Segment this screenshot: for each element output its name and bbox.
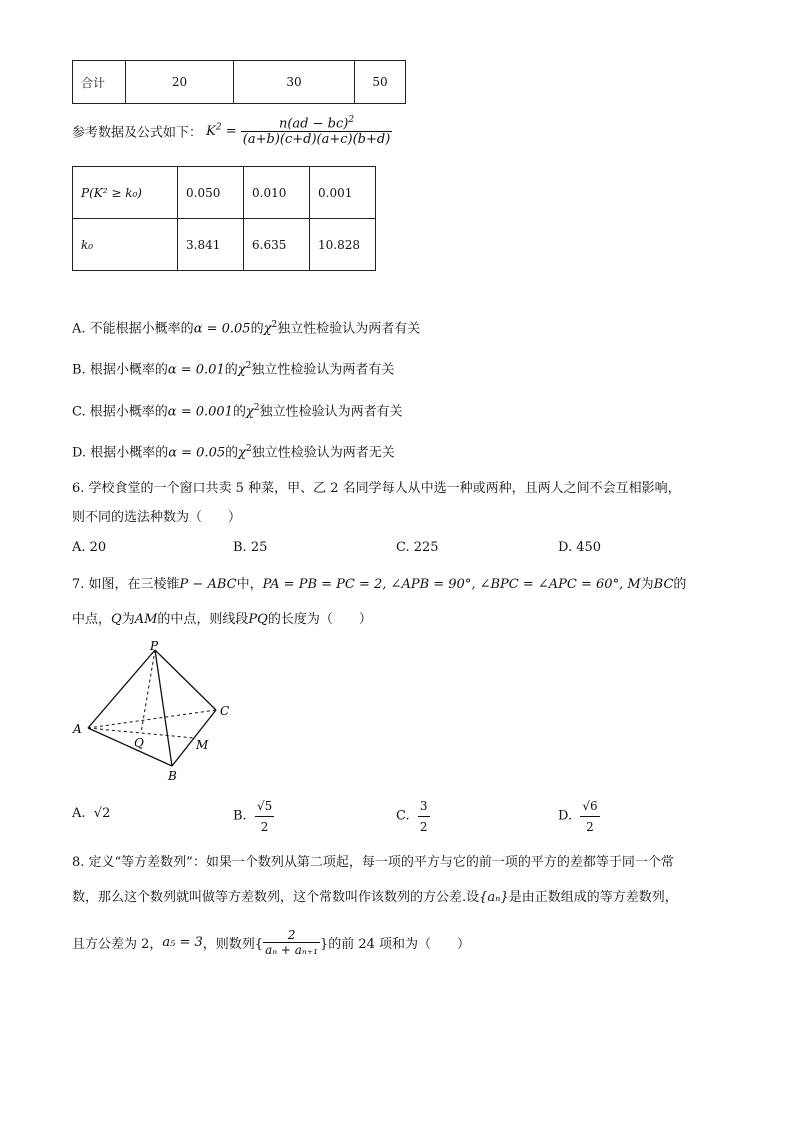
edge-pb [155, 650, 172, 766]
q6-option-d: D. 450 [558, 540, 602, 555]
edge-pa [88, 650, 155, 728]
q6-option-c: C. 225 [396, 540, 439, 555]
tetrahedron-figure [70, 638, 240, 783]
q7-stem-line1: 7. 如图，在三棱锥P − ABC中，PA = PB = PC = 2, ∠APB = 90°, ∠BPC = ∠APC = 60°, M为BC的 [72, 577, 687, 592]
q5-option-b: B. 根据小概率的α = 0.01的$\chi^2$独立性检验认为两者有关 [72, 361, 395, 378]
q5-option-d: D. 根据小概率的α = 0.05的$\chi^2$独立性检验认为两者无关 [72, 444, 395, 461]
edge-pc [155, 650, 216, 710]
ref-head-cell: P(K² ≥ k₀) [73, 167, 178, 219]
ref-cell: 6.635 [244, 219, 310, 271]
q7-option-b: B. $\frac{√5}{2}$ [233, 796, 274, 837]
total-cell: 50 [355, 61, 406, 104]
formula-lhs: $K^2$ = [206, 123, 237, 140]
edge-ab [88, 728, 172, 766]
q6-option-b: B. 25 [233, 540, 268, 555]
q5-option-c: C. 根据小概率的α = 0.001的$\chi^2$独立性检验认为两者有关 [72, 403, 403, 420]
total-cell: 30 [234, 61, 355, 104]
q6-option-a: A. 20 [72, 540, 107, 555]
label-c: C [220, 704, 230, 718]
q7-stem-line2: 中点，Q为AM的中点，则线段PQ的长度为（ ） [72, 612, 372, 627]
ref-cell: 0.010 [244, 167, 310, 219]
label-b: B [168, 769, 177, 783]
q7-option-d: D. $\frac{√6}{2}$ [558, 796, 600, 837]
label-a: A [73, 722, 82, 736]
edge-bc [172, 710, 216, 766]
q5-option-a: A. 不能根据小概率的α = 0.05的$\chi^2$独立性检验认为两者有关 [72, 320, 421, 337]
q6-stem-line2: 则不同的选法种数为（ ） [72, 510, 242, 525]
q8-stem-line3: 且方公差为 2，a₅ = 3，则数列{ $\frac{2}{\text{aₙ + aₙ₊₁}}$ }的前 24 项和为（ ） [72, 928, 471, 957]
formula-line [72, 115, 392, 147]
total-row-table [72, 60, 406, 104]
label-m: M [196, 738, 209, 752]
q6-stem-line1: 6. 学校食堂的一个窗口共卖 5 种菜，甲、乙 2 名同学每人从中选一种或两种，且两人之间不会互相影响， [72, 481, 681, 496]
ref-cell: 0.001 [310, 167, 376, 219]
critical-value-table [72, 166, 376, 271]
ref-cell: 3.841 [178, 219, 244, 271]
formula-numerator: n(ad − bc) [278, 116, 349, 132]
q8-stem-line1: 8. 定义“等方差数列”：如果一个数列从第二项起，每一项的平方与它的前一项的平方的差都等于同一个常 [72, 855, 674, 870]
ref-cell: 10.828 [310, 219, 376, 271]
total-cell: 20 [126, 61, 234, 104]
formula-fraction: $\frac{n(ad - bc)^2}{(a+b)(c+d)(a+c)(b+d)}$ [242, 115, 391, 148]
q8-stem-line2: 数，那么这个数列就叫做等方差数列，这个常数叫作该数列的方公差.设{aₙ}是由正数组成的等方差数列， [72, 890, 678, 905]
label-p: P [150, 639, 159, 653]
formula-lead: 参考数据及公式如下： [72, 125, 203, 141]
edge-ac-hidden [88, 710, 216, 728]
q7-option-a: A. √2 [72, 806, 111, 821]
ref-cell: 0.050 [178, 167, 244, 219]
label-q: Q [134, 736, 144, 750]
formula-denominator: (a+b)(c+d)(a+c)(b+d) [242, 132, 391, 148]
total-label-cell: 合计 [73, 61, 126, 104]
ref-head-cell: k₀ [73, 219, 178, 271]
q7-option-c: C. $\frac{3}{2}$ [396, 796, 430, 837]
